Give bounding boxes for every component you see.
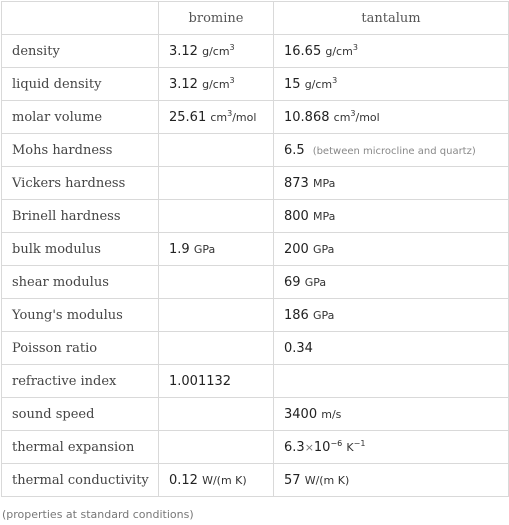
unit-superscript: 3: [352, 42, 358, 52]
property-label: molar volume: [2, 101, 159, 134]
value-unit: [321, 408, 341, 421]
unit-superscript: 3: [229, 42, 235, 52]
value-unit: [313, 177, 335, 190]
unit-text: W/(m K): [202, 473, 247, 487]
unit-superscript: 3: [227, 108, 233, 118]
property-label: Brinell hardness: [2, 200, 159, 233]
table-row: [2, 332, 509, 365]
value-number: 6.5: [284, 142, 305, 158]
value-number: 15: [284, 76, 301, 92]
table-row: [2, 464, 509, 497]
value-unit: [333, 108, 380, 124]
properties-table: [1, 1, 509, 497]
value-unit: [313, 309, 334, 322]
tantalum-value-cell: [274, 167, 509, 200]
tantalum-value-cell: [274, 299, 509, 332]
property-label: thermal expansion: [2, 431, 159, 464]
property-label: shear modulus: [2, 266, 159, 299]
value-number: 3400: [284, 406, 318, 422]
unit-text: GPa: [193, 242, 216, 256]
tantalum-value-cell: [274, 134, 509, 167]
bromine-value-cell: [159, 68, 274, 101]
unit-suffix: /mol: [232, 110, 257, 124]
unit-text: g/cm: [304, 77, 333, 91]
unit-text: MPa: [312, 176, 336, 190]
value-number: 873: [284, 175, 309, 191]
property-label: refractive index: [2, 365, 159, 398]
property-label: bulk modulus: [2, 233, 159, 266]
tantalum-value-cell: [274, 266, 509, 299]
bromine-value-cell: [159, 464, 274, 497]
value-number: 10.868: [284, 109, 330, 125]
tantalum-value-cell: [274, 464, 509, 497]
tantalum-value-cell: [274, 332, 509, 365]
tantalum-value-cell: [274, 200, 509, 233]
unit-text: cm: [333, 110, 351, 124]
value-number: 3.12: [169, 76, 198, 92]
bromine-value-cell: [159, 365, 274, 398]
table-row: [2, 200, 509, 233]
tantalum-value-cell: [274, 431, 509, 464]
value-unit: [202, 474, 247, 487]
header-row: [2, 2, 509, 35]
value-number: 800: [284, 208, 309, 224]
value-number: 0.34: [284, 340, 313, 356]
bromine-value-cell: [159, 266, 274, 299]
value-number: 69: [284, 274, 301, 290]
unit-text: W/(m K): [304, 473, 350, 487]
value-unit: [304, 75, 338, 91]
value-number: 3.12: [169, 43, 198, 59]
unit-text: GPa: [312, 242, 335, 256]
bromine-value-cell: [159, 101, 274, 134]
unit-text: GPa: [312, 308, 335, 322]
unit-text: g/cm: [325, 44, 353, 58]
table-row: [2, 68, 509, 101]
bromine-value-cell: [159, 431, 274, 464]
unit-text: GPa: [304, 275, 327, 289]
unit-superscript: −1: [353, 438, 366, 448]
value-number: 186: [284, 307, 309, 323]
times-sign: ×: [304, 440, 314, 454]
bromine-value-cell: [159, 233, 274, 266]
tantalum-value-cell: [274, 68, 509, 101]
value-number: 1.9: [169, 241, 190, 257]
header-tantalum: tantalum: [274, 2, 509, 35]
exponent-base: 10: [313, 439, 331, 455]
value-unit: [346, 438, 366, 454]
property-label: thermal conductivity: [2, 464, 159, 497]
value-unit: [194, 243, 215, 256]
value-unit: [313, 210, 335, 223]
value-number: 1.001132: [169, 373, 232, 389]
unit-superscript: 3: [332, 75, 338, 85]
value-number: 25.61: [169, 109, 207, 125]
table-row: [2, 167, 509, 200]
bromine-value-cell: [159, 332, 274, 365]
property-label: liquid density: [2, 68, 159, 101]
value-unit: [325, 42, 358, 58]
tantalum-value-cell: [274, 398, 509, 431]
value-unit: [305, 474, 350, 487]
unit-superscript: 3: [350, 108, 356, 118]
bromine-value-cell: [159, 35, 274, 68]
table-row: [2, 398, 509, 431]
value-number: 57: [284, 472, 301, 488]
unit-superscript: 3: [229, 75, 235, 85]
unit-text: cm: [210, 110, 228, 124]
property-label: Poisson ratio: [2, 332, 159, 365]
tantalum-value-cell: [274, 35, 509, 68]
unit-text: g/cm: [202, 44, 230, 58]
value-unit: [202, 75, 235, 91]
tantalum-value-cell: [274, 365, 509, 398]
table-row: [2, 134, 509, 167]
table-row: [2, 266, 509, 299]
value-unit: [210, 108, 257, 124]
value-unit: [305, 276, 326, 289]
property-label: Mohs hardness: [2, 134, 159, 167]
bromine-value-cell: [159, 200, 274, 233]
property-label: Vickers hardness: [2, 167, 159, 200]
value-number: 0.12: [169, 472, 198, 488]
bromine-value-cell: [159, 398, 274, 431]
table-row: [2, 101, 509, 134]
bromine-value-cell: [159, 167, 274, 200]
tantalum-value-cell: [274, 233, 509, 266]
header-bromine: bromine: [159, 2, 274, 35]
header-blank: [2, 2, 159, 35]
unit-text: g/cm: [202, 77, 230, 91]
property-label: density: [2, 35, 159, 68]
value-number: 16.65: [284, 43, 322, 59]
table-row: [2, 35, 509, 68]
property-label: Young's modulus: [2, 299, 159, 332]
footnote: (properties at standard conditions): [2, 508, 194, 521]
tantalum-value-cell: [274, 101, 509, 134]
table-row: [2, 431, 509, 464]
bromine-value-cell: [159, 299, 274, 332]
table-row: [2, 233, 509, 266]
value-number: 200: [284, 241, 309, 257]
property-label: sound speed: [2, 398, 159, 431]
value-unit: [202, 42, 235, 58]
unit-suffix: /mol: [355, 110, 380, 124]
unit-text: MPa: [312, 209, 336, 223]
table-row: [2, 299, 509, 332]
exponent: −6: [330, 438, 343, 448]
unit-text: m/s: [321, 407, 342, 421]
table-row: [2, 365, 509, 398]
bromine-value-cell: [159, 134, 274, 167]
value-number: 6.3: [284, 439, 305, 455]
value-note: (between microcline and quartz): [312, 145, 476, 157]
unit-text: K: [346, 440, 354, 454]
value-unit: [313, 243, 334, 256]
